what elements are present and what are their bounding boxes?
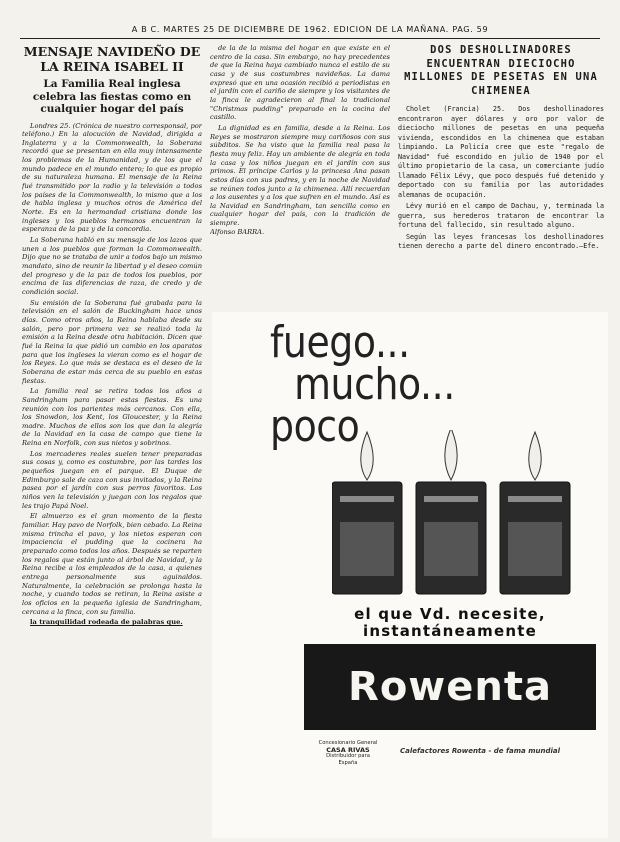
article-right-paragraph: Cholet (Francia) 25. Dos deshollinadores encontraron ayer dólares y oro por valor de dieciocho millones de pesetas en una pequeña vivienda, escondidos en la chimenea que estaban limpiando. La Policía cree que este "regalo de Navidad" fué escondido en julio de 1940 por el último propietario de la casa, un comerciante judío llamado Félix Lévy, que poco después fué detenido y deportado con su familia por las autoridades alemanas de ocupación. (398, 105, 604, 199)
brand-logo: Rowenta (348, 664, 552, 710)
article-left-paragraph: La familia real se retira todos los años a Sandringham para pasar estas fiestas. Es una reunión con los parientes más cercanos. Con ella, los Snowdon, los Kent, los Gloucester, y la Reina madre. Muchos de ellos son los que dan la alegría de la Navidad en la casa de campo que tiene la Reina en Norfolk, con sus nietos y sobrinos. (22, 387, 202, 448)
flame-icon (529, 432, 541, 480)
ad-headline-line: poco (270, 401, 360, 452)
rowenta-advertisement (212, 312, 608, 838)
header-text: A B C. MARTES 25 DE DICIEMBRE DE 1962. EDICION DE LA MAÑANA. PAG. 59 (131, 24, 489, 34)
ad-distributor (308, 740, 388, 766)
article-left-paragraph: Londres 25. (Crónica de nuestro corresponsal, por teléfono.) En la alocución de Navidad, dirigida a Inglaterra y a la Commonwealth, la Soberana recordó que se presentan en ella muy intensamente los problemas de la Humanidad, y de los que el mundo padece en el mundo entero; lo que es propio de su naturaleza humana. El mensaje de la Reina fué transmitido por la radio y la televisión a todos los países de la Commonwealth, lo mismo que a los de habla inglesa y muchos otros de América del Norte. Es en la hermandad cristiana donde los ingleses y los pueblos hermanos encuentran la esperanza de la paz y de la concordia. (22, 121, 202, 234)
article-left-headline: MENSAJE NAVIDEÑO DE LA REINA ISABEL II (23, 44, 201, 74)
article-left-paragraph: La Soberana habló en su mensaje de los lazos que unen a los pueblos que forman la Commonwealth. Dijo que no se trataba de unir a todos bajo un mismo mandato, sino de reunir la libertad y el deseo común del progreso y de la paz de todos los pueblos, por encima de las diferencias de raza, de credo y de condición social. (22, 236, 202, 296)
page-header (20, 22, 600, 39)
ad-slogan (318, 606, 582, 639)
flame-icon (445, 430, 457, 480)
article-right (398, 44, 604, 306)
ad-distributor-line: CASA RIVAS (326, 745, 370, 754)
heater-grille (508, 496, 562, 502)
ad-slogan-line: el que Vd. necesite, (354, 605, 546, 623)
ad-distributor-line: Concesionario General (318, 740, 378, 746)
ad-distributor-line: España (338, 759, 358, 766)
heater-panel (508, 522, 562, 576)
article-mid-paragraph: La dignidad es en familia, desde a la Reina. Los Reyes se mostraron siempre muy cariñosos con sus súbditos. Se ha visto que la familia real pasa la fiesta muy feliz. Hay un ambiente de alegría en toda la casa y los niños juegan en el jardín con sus primos. El príncipe Carlos y la princesa Ana pasan estos días con sus padres, y en la noche de Navidad se reúnen todos junto a la chimenea. Allí recuerdan a los ausentes y a los que sufren en el mundo. Así es la Navidad en Sandringham, tan sencilla como en cualquier hogar del país, con la tradición de siempre. Alfonso BARRA. (210, 123, 390, 236)
article-left-paragraph: Su emisión de la Soberana fué grabada para la televisión en el salón de Buckingham hace unos días. Como otros años, la Reina hablaba desde su salón, pero por primera vez se realizó toda la emisión a la Reina desde otra habitación. Dicen que fué la Reina la que pidió un cambio en los aparatos para que los ingleses la vieran como es el hogar de los Reyes. Lo que más se destaca es el deseo de la Soberana de estar más cerca de su pueblo en estas fiestas. (22, 298, 202, 385)
heaters-illustration (332, 430, 582, 600)
heater-grille (340, 496, 394, 502)
heater-panel (340, 522, 394, 576)
article-left-subheadline: La Familia Real inglesa celebra las fiestas como en cualquier hogar del país (32, 78, 192, 115)
article-mid-paragraph: de la de la misma del hogar en que existe en el centro de la casa. Sin embargo, no hay precedentes de que la Reina haya cambiado nunca el estilo de su casa y de sus costumbres navideñas. La dama expresó que en una ocasión recibió a periodistas en el jardín con el cariño de siempre y los visitantes de la finca le agradecieron al final la tradicional "Christmas pudding" preparado en la cocina del castillo. (210, 44, 390, 122)
article-left-paragraph: la tranquilidad rodeada de palabras que. (30, 618, 183, 627)
article-left-paragraph: El almuerzo es el gran momento de la fiesta familiar. Hay pavo de Norfolk, bien cebado. La Reina misma trincha el pavo, y los nietos esperan con impaciencia el pudding que la cocinera ha preparado como todos los años. Después se reparten los regalos que están junto al árbol de Navidad, y la Reina recibe a los empleados de la casa, a quienes entrega personalmente sus aguinaldos. Naturalmente, la celebración se prolonga hasta la noche, y cuando todos se retiran, la Reina asiste a los oficios en la pequeña iglesia de Sandringham, cercana a la finca, con su familia. (22, 512, 202, 616)
ad-headline-line: fuego... (270, 317, 410, 368)
heater-panel (424, 522, 478, 576)
ad-headline-line: mucho... (294, 359, 455, 410)
ad-distributor-line: Distribuidor para (326, 753, 370, 759)
article-left (22, 44, 202, 834)
article-left-paragraph: Los mercaderes reales suelen tener preparadas sus cosas y, como es costumbre, por las tardes los pequeños juegan en el parque. El Duque de Edimburgo sale de caza con sus invitados, y la Reina pasea por el jardín con sus perros favoritos. Los niños ven la televisión y juegan con los regalos que les trajo Papá Noel. (22, 449, 202, 510)
ad-tagline: Calefactores Rowenta - de fama mundial (400, 747, 560, 755)
article-right-paragraph: Según las leyes francesas los deshollinadores tienen derecho a parte del dinero encontrado.—Efe. (398, 232, 604, 250)
article-mid (210, 44, 390, 306)
ad-slogan-line: instantáneamente (362, 621, 537, 640)
brand-box (304, 644, 596, 730)
heater-grille (424, 496, 478, 502)
flame-icon (361, 432, 373, 480)
article-right-paragraph: Lévy murió en el campo de Dachau, y, terminada la guerra, sus herederos trataron de encontrar la fortuna del fallecido, sin resultado alguno. (398, 202, 604, 229)
article-right-headline: DOS DESHOLLINADORES ENCUENTRAN DIECIOCHO MILLONES DE PESETAS EN UNA CHIMENEA (404, 44, 598, 97)
